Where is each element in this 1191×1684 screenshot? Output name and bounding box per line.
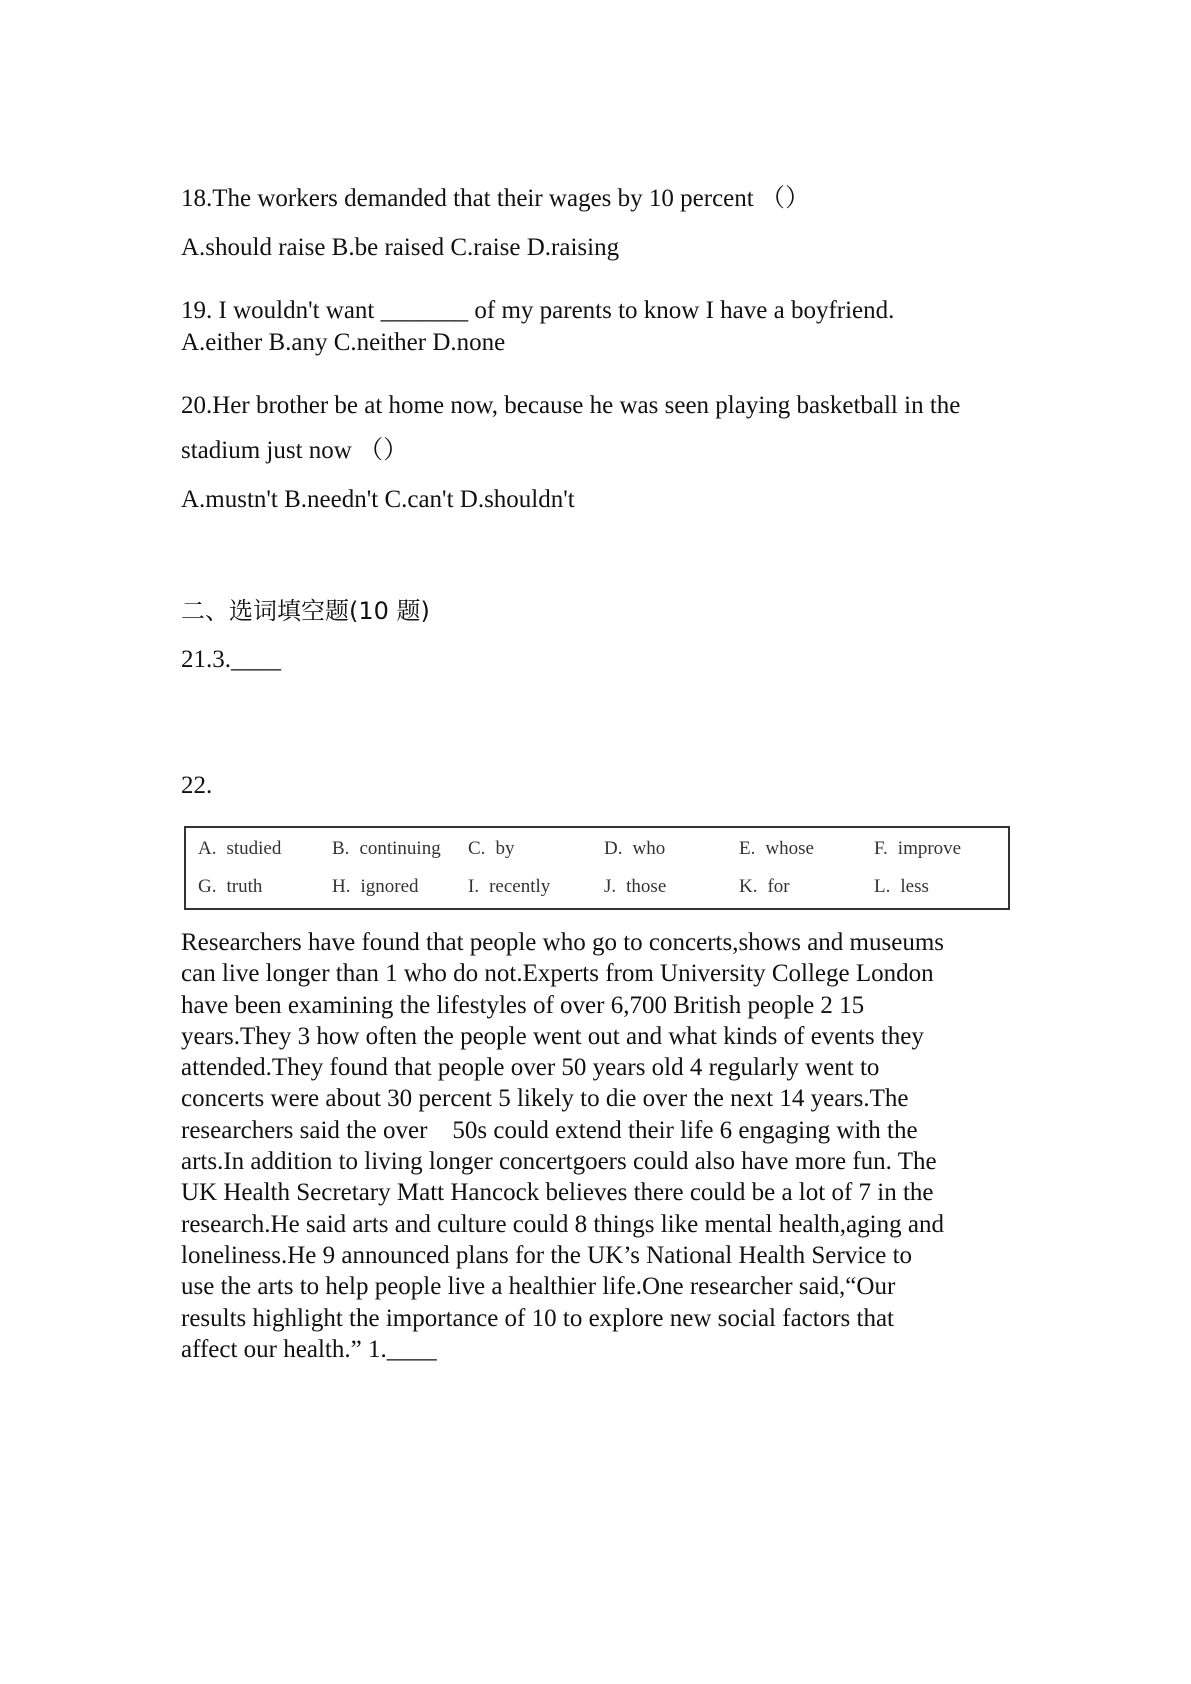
passage-line: have been examining the lifestyles of over 6,700 British people 2 15: [181, 991, 865, 1019]
word-bank-item: [468, 838, 514, 860]
word-bank-word: those: [626, 876, 667, 897]
word-bank-key: H.: [332, 876, 351, 897]
word-bank-item: [332, 876, 419, 898]
word-bank-box: [184, 826, 1010, 910]
word-bank-key: I.: [468, 876, 480, 897]
passage-line: UK Health Secretary Matt Hancock believes there could be a lot of 7 in the: [181, 1179, 934, 1207]
word-bank-word: who: [632, 838, 666, 859]
word-bank-word: ignored: [360, 876, 419, 897]
word-bank-word: by: [495, 838, 515, 859]
word-bank-item: [739, 876, 790, 898]
word-bank-word: continuing: [359, 838, 441, 859]
word-bank-key: G.: [198, 876, 217, 897]
passage-line: can live longer than 1 who do not.Experts from University College London: [181, 960, 934, 988]
question-18-options: A.should raise B.be raised C.raise D.raising: [181, 234, 620, 261]
passage-line: arts.In addition to living longer concertgoers could also have more fun. The: [181, 1148, 937, 1176]
passage-line: use the arts to help people live a healthier life.One researcher said,“Our: [181, 1273, 896, 1301]
word-bank-item: [874, 876, 929, 898]
question-20-stem-line1: 20.Her brother be at home now, because he was seen playing basketball in the: [181, 392, 961, 419]
question-20-options: A.mustn't B.needn't C.can't D.shouldn't: [181, 486, 575, 513]
word-bank-item: [604, 876, 666, 898]
word-bank-word: improve: [897, 838, 962, 859]
word-bank-word: for: [767, 876, 790, 897]
passage-line: research.He said arts and culture could 8 things like mental health,aging and: [181, 1210, 944, 1238]
question-18-stem: 18.The workers demanded that their wages by 10 percent （）: [181, 185, 810, 212]
word-bank-word: less: [900, 876, 929, 897]
passage-line: loneliness.He 9 announced plans for the UK’s National Health Service to: [181, 1241, 913, 1269]
word-bank-key: L.: [874, 876, 891, 897]
word-bank-item: [332, 838, 441, 860]
passage-line: researchers said the over 50s could extend their life 6 engaging with the: [181, 1116, 918, 1144]
word-bank-key: E.: [739, 838, 756, 859]
word-bank-item: [739, 838, 814, 860]
word-bank-word: whose: [765, 838, 814, 859]
passage-line: affect our health.” 1.____: [181, 1335, 437, 1363]
word-bank-key: J.: [604, 876, 617, 897]
passage-line: attended.They found that people over 50 years old 4 regularly went to: [181, 1054, 880, 1082]
question-20-stem-line2: stadium just now （）: [181, 437, 409, 464]
word-bank-key: A.: [198, 838, 217, 859]
word-bank-word: recently: [489, 876, 551, 897]
word-bank-key: B.: [332, 838, 350, 859]
passage-line: concerts were about 30 percent 5 likely to die over the next 14 years.The: [181, 1085, 909, 1113]
section-2-heading: 二、选词填空题(10 题): [181, 597, 430, 625]
question-21: 21.3.____: [181, 646, 281, 673]
word-bank-item: [874, 838, 961, 860]
word-bank-key: K.: [739, 876, 758, 897]
passage-line: results highlight the importance of 10 to explore new social factors that: [181, 1304, 895, 1332]
passage-line: Researchers have found that people who go to concerts,shows and museums: [181, 929, 945, 956]
word-bank-item: [198, 876, 262, 898]
word-bank-key: D.: [604, 838, 623, 859]
question-19-options: A.either B.any C.neither D.none: [181, 329, 506, 356]
reading-passage: [181, 927, 1021, 1365]
word-bank-item: [468, 876, 550, 898]
word-bank-word: studied: [226, 838, 282, 859]
passage-line: years.They 3 how often the people went out and what kinds of events they: [181, 1022, 924, 1050]
word-bank-key: C.: [468, 838, 486, 859]
question-19-stem: 19. I wouldn't want _______ of my parents to know I have a boyfriend.: [181, 297, 895, 324]
word-bank-item: [198, 838, 281, 860]
word-bank-key: F.: [874, 838, 888, 859]
word-bank-word: truth: [226, 876, 263, 897]
word-bank-item: [604, 838, 665, 860]
question-22: 22.: [181, 772, 213, 799]
